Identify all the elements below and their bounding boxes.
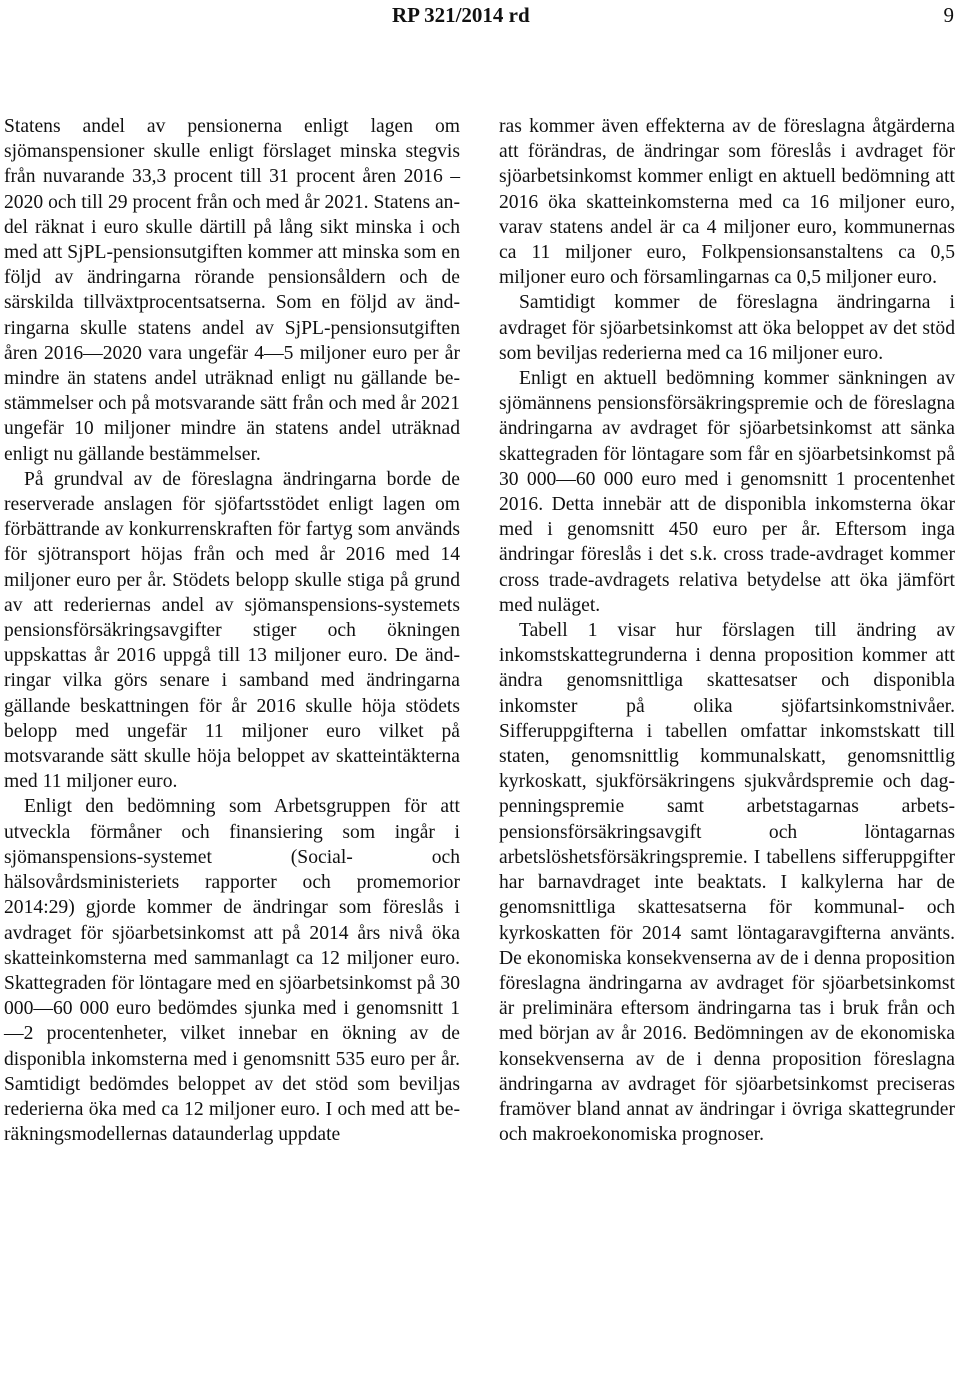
paragraph: Tabell 1 visar hur förslagen till ändring av inkomstskattegrunderna i denna proposition kommer att ändra genomsnittliga skattesatser och disponibla inkomster på olika sjöfartsinkomstnivåer. Sifferuppgifterna i tabellen omfattar inkomstskatt till staten, genomsnittlig kommunalskatt, genomsnittlig kyrkoskatt, sjukförsäkringens sjukvårdspremie och dagpenningspremie samt arbetstagarnas arbetspensionsförsäkringsavgift och löntagarnas arbetslöshetsförsäkringspremie. I tabellens sifferuppgifter har barnavdraget inte beaktats. I kalkylerna har de genomsnittliga skattesatserna för kommunal- och kyrkoskatten för 2014 samt löntagaravgifterna använts. De ekonomiska konsekvenserna av de i denna proposition föreslagna ändringarna av avdraget för sjöarbetsinkomst är preliminära eftersom ändringarna tas i bruk från och med början av år 2016. Bedömningen av de ekonomiska konsekvenserna av de i denna proposition föreslagna ändringarna av avdraget för sjöarbetsinkomst preciseras framöver bland annat av ändringar i övriga skattegrunder och makroekonomiska prognoser. [499,620,955,1146]
paragraph: Enligt en aktuell bedömning kommer sänkningen av sjömännens pensionsförsäkringspremie och de föreslagna ändringarna av avdraget för sjöarbetsinkomst att sänka skattegraden för löntagare som får en sjöarbetsinkomst på 30 000—60 000 euro med i genomsnitt 1 procentenhet 2016. Detta innebär att de disponibla inkomsterna ökar med i genomsnitt 450 euro per år. Eftersom inga ändringar föreslås i det s.k. cross trade-avdraget kommer cross trade-avdragets relativa betydelse att öka jämfört med nuläget. [499,368,955,616]
paragraph: ras kommer även effekterna av de föreslagna åtgärderna att förändras, de ändringar som föreslås i avdraget för sjöarbetsinkomst kommer enligt en aktuell bedömning att 2016 öka skatteinkomsterna med ca 16 miljoner euro, varav statens andel är ca 4 miljoner euro, kommunernas ca 11 miljoner euro, Folkpensionsanstaltens ca 0,5 miljoner euro och församlingarnas ca 0,5 miljoner euro. [499,116,955,289]
document-title: RP 321/2014 rd [392,3,530,27]
page-number: 9 [943,3,954,27]
page-header [0,0,960,34]
paragraph: Enligt den bedömning som Arbetsgruppen för att utveckla förmåner och finansiering som ingår i sjömanspensions-systemet (Social- och hälsovårdsministeriets rapporter och promemorior 2014:29) gjorde kommer de ändringar som föreslås i avdraget för sjöarbetsinkomst att på 2014 års nivå öka skatteinkomsterna med sammanlagt ca 12 miljoner euro. Skattegraden för löntagare med en sjöarbetsinkomst på 30 000—60 000 euro bedömdes sjunka med i genomsnitt 1—2 procentenheter, vilket innebar en ökning av de disponibla inkomsterna med i genomsnitt 535 euro per år. Samtidigt bedömdes beloppet av det stöd som beviljas rederierna öka med ca 12 miljoner euro. I och med att beräkningsmodellernas dataunderlag uppdate [4,796,460,1146]
paragraph: På grundval av de föreslagna ändringarna borde de reserverade anslagen för sjöfartsstödet enligt lagen om förbättrande av konkurrenskraften för fartyg som används för sjötransport höjas från och med år 2016 med 14 miljoner euro per år. Stödets belopp skulle stiga på grund av att rederiernas andel av sjömanspensions-systemets pensionsförsäkringsavgifter stiger och ökningen uppskattas år 2016 uppgå till 13 miljoner euro. De ändringar vilka görs senare i samband med ändringarna gällande beskattningen för år 2016 skulle höja stödets belopp med ungefär 11 miljoner euro vilket på motsvarande sätt skulle höja beloppet av skatteintäkterna med 11 miljoner euro. [4,468,460,793]
paragraph: Samtidigt kommer de föreslagna ändringarna i avdraget för sjöarbetsinkomst att öka beloppet av det stöd som beviljas rederierna med ca 16 miljoner euro. [499,292,955,364]
left-column [4,114,460,1147]
right-column [499,114,955,1147]
paragraph: Statens andel av pensionerna enligt lagen om sjömanspensioner skulle enligt förslaget minska stegvis från nuvarande 33,3 procent till 31 procent åren 2016 – 2020 och till 29 procent från och med år 2021. Statens andel räknat i euro skulle därtill på lång sikt minska i och med att SjPL-pensionsutgiften kommer att minska som en följd av ändringarna rörande pensionsåldern och de särskilda tillväxtprocentsatserna. Som en följd av ändringarna skulle statens andel av SjPL-pensionsutgiften åren 2016—2020 vara ungefär 4—5 miljoner euro per år mindre än statens andel uträknad enligt nu gällande bestämmelser och på motsvarande sätt från och med år 2021 ungefär 10 miljoner mindre än statens andel uträknad enligt nu gällande bestämmelser. [4,116,460,465]
